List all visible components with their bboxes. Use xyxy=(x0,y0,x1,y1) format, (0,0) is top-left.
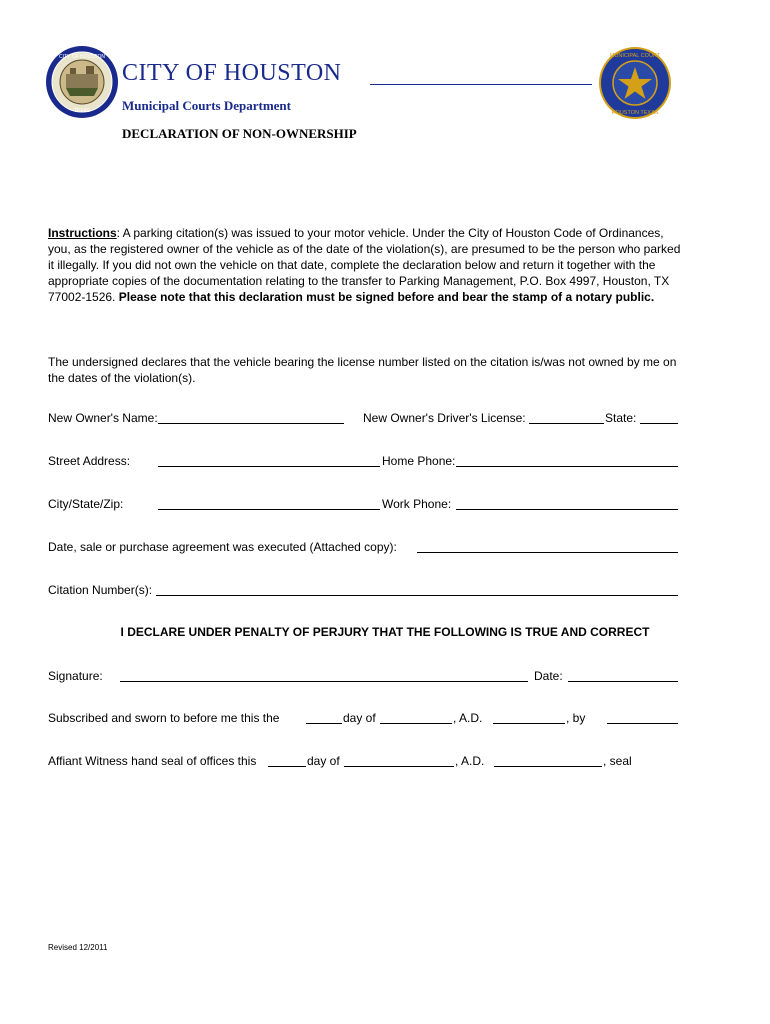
sworn-month-field[interactable] xyxy=(380,711,452,724)
state-field[interactable] xyxy=(640,411,678,424)
sworn-day-field[interactable] xyxy=(306,711,342,724)
instructions-notary-note: Please note that this declaration must be signed before and bear the stamp of a notary public. xyxy=(118,290,655,304)
new-owner-name-label: New Owner's Name: xyxy=(48,411,158,425)
witness-row xyxy=(48,754,678,770)
city-state-zip-row xyxy=(48,497,678,513)
sworn-by-label: , by xyxy=(566,711,586,725)
sworn-year-field[interactable] xyxy=(493,711,565,724)
witness-seal-label: , seal xyxy=(603,754,632,768)
sworn-ad-label: , A.D. xyxy=(453,711,483,725)
right-seal-text-bottom: HOUSTON TEXAS xyxy=(611,110,659,116)
new-owner-license-field[interactable] xyxy=(529,411,604,424)
citation-numbers-label: Citation Number(s): xyxy=(48,583,153,597)
work-phone-label: Work Phone: xyxy=(382,497,452,511)
department-name: Municipal Courts Department xyxy=(122,98,291,113)
document-title: DECLARATION OF NON-OWNERSHIP xyxy=(122,126,357,141)
sale-date-field[interactable] xyxy=(417,540,678,553)
new-owner-name-field[interactable] xyxy=(158,411,344,424)
signature-field[interactable] xyxy=(120,669,528,682)
right-seal-text-top: MUNICIPAL COURT xyxy=(609,53,661,59)
new-owner-license-label: New Owner's Driver's License: xyxy=(363,411,526,425)
witness-month-field[interactable] xyxy=(344,754,454,767)
signature-date-label: Date: xyxy=(534,669,563,683)
home-phone-label: Home Phone: xyxy=(382,454,456,468)
signature-date-field[interactable] xyxy=(568,669,678,682)
city-title: CITY OF HOUSTON xyxy=(122,60,342,86)
sworn-row xyxy=(48,711,678,727)
sworn-by-field[interactable] xyxy=(607,711,678,724)
new-owner-row xyxy=(48,411,678,427)
citation-row xyxy=(48,583,678,599)
witness-label: Affiant Witness hand seal of offices this xyxy=(48,754,257,768)
city-seal-logo xyxy=(44,44,120,120)
sale-date-row xyxy=(48,540,678,556)
witness-ad-label: , A.D. xyxy=(455,754,485,768)
sworn-label: Subscribed and sworn to before me this the xyxy=(48,711,280,725)
instructions-paragraph xyxy=(48,225,688,305)
declaration-text: The undersigned declares that the vehicle bearing the license number listed on the citation is/was not owned by me on the dates of the violation(s). xyxy=(48,355,677,385)
sworn-day-of-label: day of xyxy=(343,711,376,725)
signature-label: Signature: xyxy=(48,669,103,683)
municipal-court-seal-logo xyxy=(598,46,672,120)
city-state-zip-label: City/State/Zip: xyxy=(48,497,124,511)
witness-year-field[interactable] xyxy=(494,754,602,767)
state-label: State: xyxy=(605,411,637,425)
revised-date: Revised 12/2011 xyxy=(48,943,108,952)
home-phone-field[interactable] xyxy=(456,454,678,467)
seal-text-top: CITY OF HOUSTON xyxy=(59,54,105,60)
perjury-statement: I DECLARE UNDER PENALTY OF PERJURY THAT THE FOLLOWING IS TRUE AND CORRECT xyxy=(120,625,650,639)
instructions-label: Instructions xyxy=(48,226,117,240)
street-address-row xyxy=(48,454,678,470)
work-phone-field[interactable] xyxy=(456,497,678,510)
instructions-text: : A parking citation(s) was issued to your motor vehicle. Under the City of Houston Code of Ordinances, you, as the registered owner of the vehicle as of the date of the violation(s), are presumed to be the person who parked it illegally. If you did not own the vehicle on that date, complete the declaration below and return it together with the appropriate copies of the documentation relating to the transfer to Parking Management, P.O. Box 4997, Houston, TX 77002-1526. xyxy=(48,226,681,304)
witness-day-of-label: day of xyxy=(307,754,340,768)
street-address-field[interactable] xyxy=(158,454,380,467)
sale-date-label: Date, sale or purchase agreement was executed (Attached copy): xyxy=(48,540,397,554)
street-address-label: Street Address: xyxy=(48,454,131,468)
witness-day-field[interactable] xyxy=(268,754,306,767)
signature-row xyxy=(48,669,678,685)
header-rule xyxy=(370,84,592,85)
seal-text-bottom: TEXAS xyxy=(73,108,91,114)
citation-numbers-field[interactable] xyxy=(156,583,678,596)
city-state-zip-field[interactable] xyxy=(158,497,380,510)
